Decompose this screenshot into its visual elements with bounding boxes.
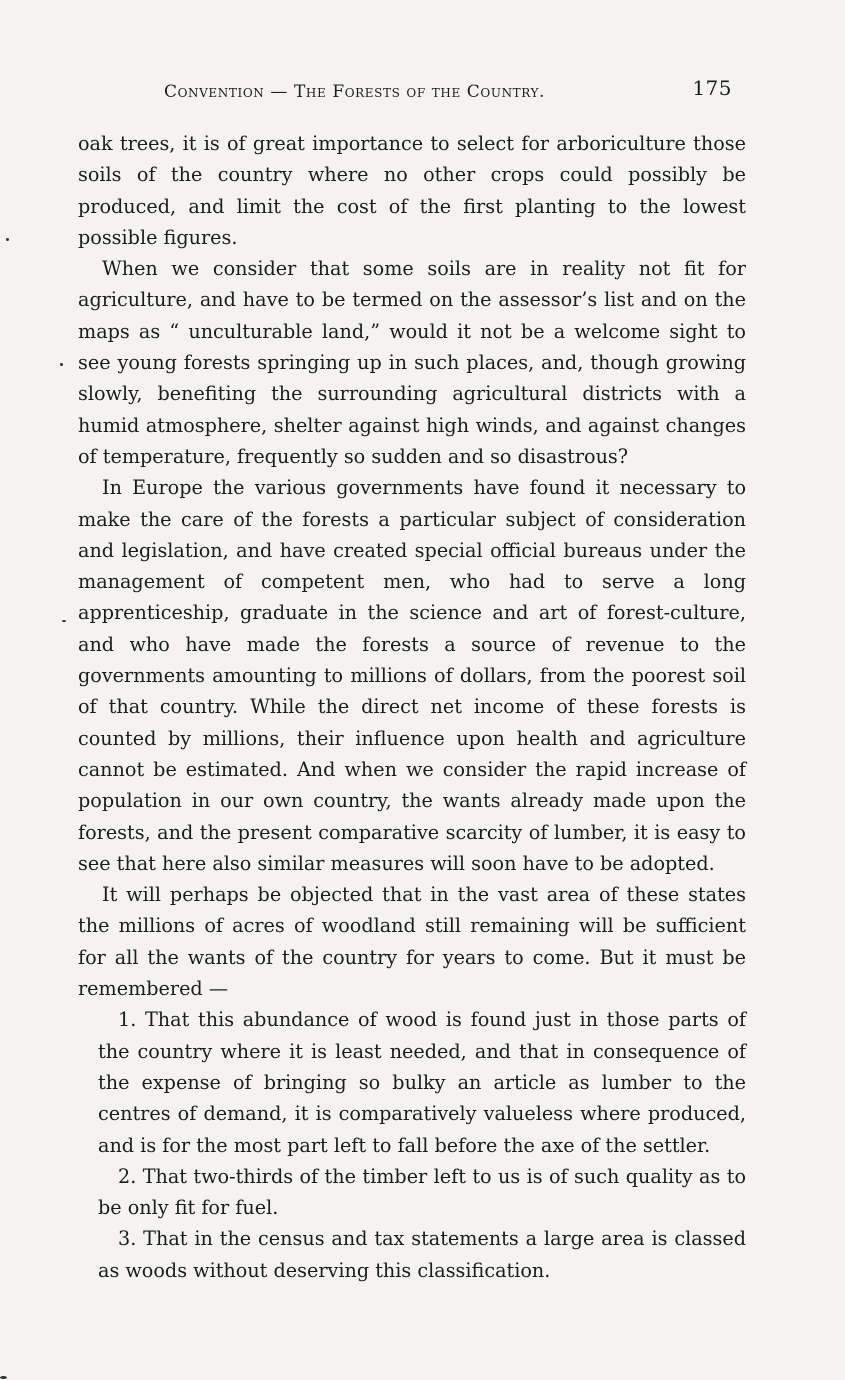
page-number: 175 [692, 76, 732, 100]
paper-speck [62, 620, 66, 622]
paper-speck [60, 363, 63, 366]
paragraph-unculturable-land: When we consider that some soils are in reality not fit for agriculture, and have to be termed on the assessor’s list and on the maps as “ unculturable land,” would it not be a welcome sight to see young forests springing up in such places, and, though growing slowly, benefiting the surrounding agricultural districts with a humid atmosphere, shelter against high winds, and against changes of temperature, frequently so sudden and so disastrous? [78, 257, 746, 468]
paragraph-continuation: oak trees, it is of great importance to select for arboriculture those soils of the country where no other crops could possibly be produced, and limit the cost of the first planting to the lowest possible figures. [78, 132, 746, 249]
list-item-abundance: 1. That this abundance of wood is found just in those parts of the country where it is least needed, and that in consequence of the expense of bringing so bulky an article as lumber to the centres of demand, it is comparatively valueless where produced, and is for the most part left to fall before the axe of the settler. [98, 1008, 746, 1157]
running-head [150, 76, 740, 110]
paper-speck [6, 238, 9, 241]
list-item-census-classification: 3. That in the census and tax statements a large area is classed as woods without deserving this classification. [98, 1227, 746, 1282]
list-item-fuel-quality: 2. That two-thirds of the timber left to us is of such quality as to be only fit for fuel. [98, 1164, 746, 1220]
paragraph-objection: It will perhaps be objected that in the vast area of these states the millions of acres of woodland still remaining will be sufficient for all the wants of the country for years to come. But it must be remembered — [78, 883, 746, 1001]
running-title: Convention — The Forests of the Country. [164, 82, 546, 102]
body-text [78, 128, 746, 1286]
paper-speck [0, 1376, 7, 1379]
paragraph-europe-forestry: In Europe the various governments have found it necessary to make the care of the forests a particular subject of consideration and legislation, and have created special official bureaus under the management of competent men, who had to serve a long apprenticeship, graduate in the science and art of forest-culture, and who have made the forests a source of revenue to the governments amounting to millions of dollars, from the poorest soil of that country. While the direct net income of these forests is counted by millions, their influence upon health and agriculture cannot be estimated. And when we consider the rapid increase of population in our own country, the wants already made upon the forests, and the present comparative scarcity of lumber, it is easy to see that here also similar measures will soon have to be adopted. [78, 476, 746, 875]
